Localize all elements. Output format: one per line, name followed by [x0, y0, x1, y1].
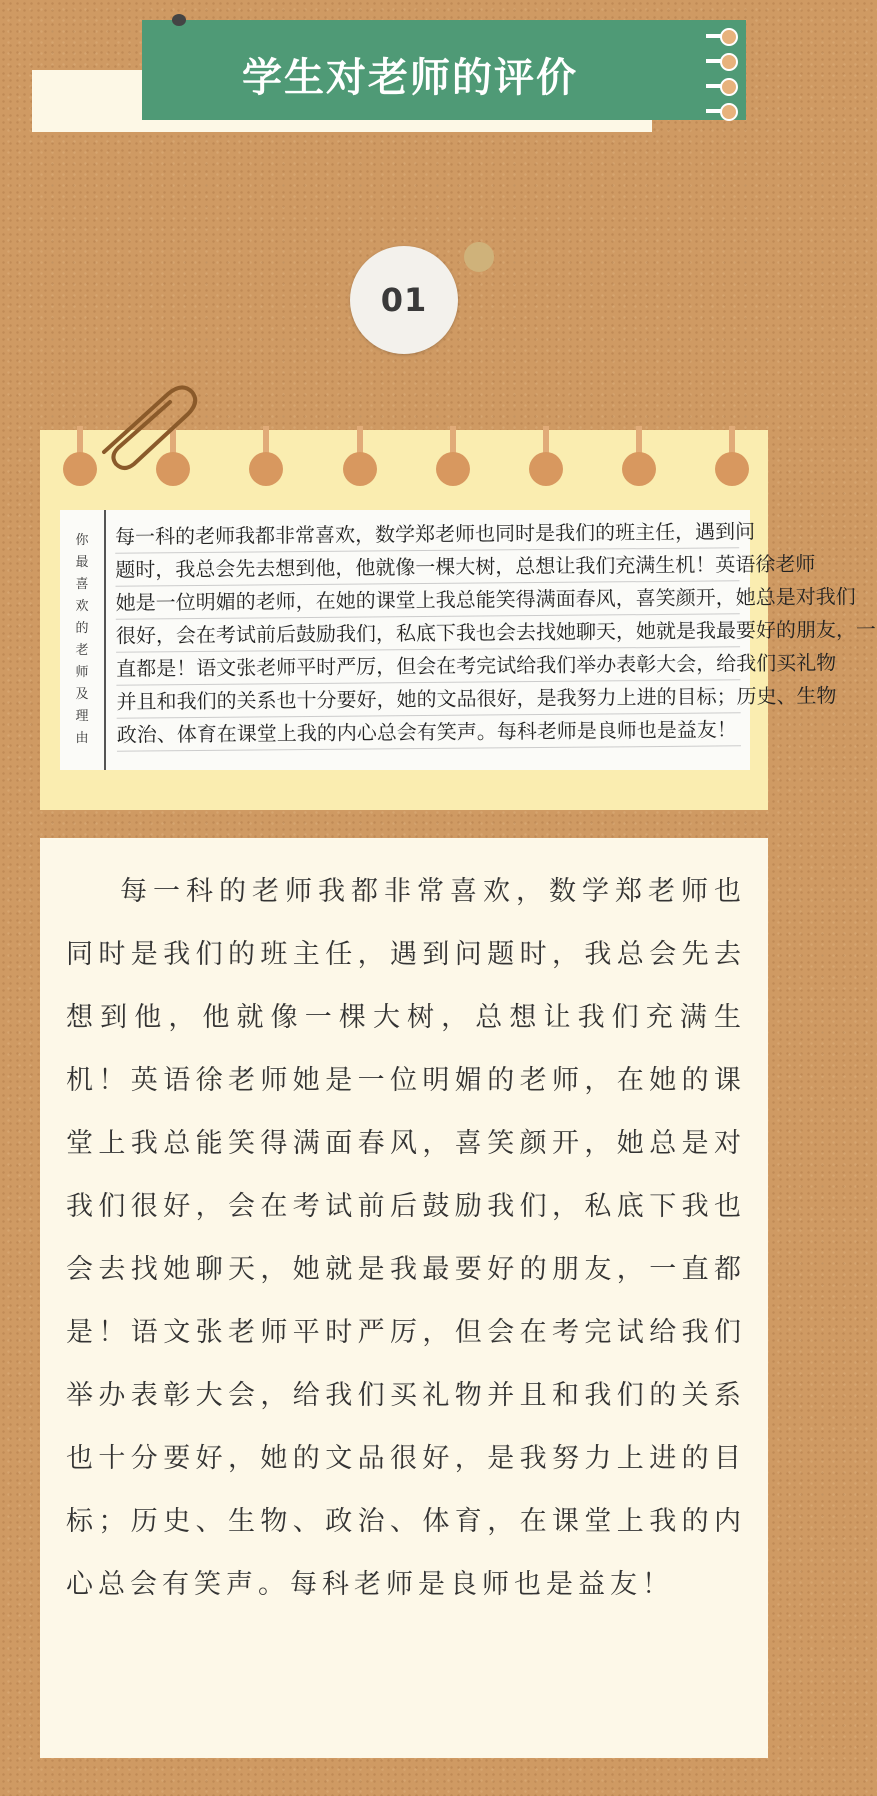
sidebar-char: 理 [75, 709, 89, 724]
hole-icon [343, 452, 377, 486]
hole-icon [622, 452, 656, 486]
handwritten-line: 她是一位明媚的老师，在她的课堂上我总能笑得满面春风，喜笑颜开，她总是对我们 [116, 581, 740, 619]
hole-icon [715, 452, 749, 486]
handwritten-text [114, 507, 877, 772]
hole-icon [249, 452, 283, 486]
ring-icon [720, 78, 738, 96]
sidebar-char: 你 [75, 533, 89, 548]
sidebar-char: 及 [75, 687, 89, 702]
sidebar-char: 欢 [75, 599, 89, 614]
section-number: 01 [380, 281, 428, 319]
pin-icon [172, 14, 186, 26]
sidebar-char: 由 [75, 731, 89, 746]
sidebar-char: 老 [75, 643, 89, 658]
hole-icon [436, 452, 470, 486]
section-number-badge [350, 246, 458, 354]
ring-icon [720, 28, 738, 46]
sidebar-char: 喜 [75, 577, 89, 592]
ring-icon [720, 103, 738, 121]
sidebar-label [75, 530, 88, 750]
handwriting-scan [60, 510, 877, 770]
sidebar-char: 最 [75, 555, 89, 570]
paperclip-icon [90, 380, 200, 470]
sidebar-char: 师 [75, 665, 89, 680]
handwritten-line: 题时，我总会先去想到他，他就像一棵大树，总想让我们充满生机！英语徐老师 [115, 548, 739, 586]
scan-sidebar [60, 510, 106, 770]
handwritten-line: 并且和我们的关系也十分要好，她的文品很好，是我努力上进的目标；历史、生物 [116, 680, 740, 718]
sidebar-char: 的 [75, 621, 89, 636]
decorative-dot [464, 242, 494, 272]
handwritten-line: 政治、体育在课堂上我的内心总会有笑声。每科老师是良师也是益友！ [117, 713, 741, 751]
hole-icon [529, 452, 563, 486]
handwritten-line: 很好，会在考试前后鼓励我们，私底下我也会去找她聊天，她就是我最要好的朋友，一 [116, 614, 740, 652]
handwritten-line: 直都是！语文张老师平时严厉，但会在考完试给我们举办表彰大会，给我们买礼物 [116, 647, 740, 685]
page-title: 学生对老师的评价 [242, 55, 578, 101]
transcription-text: 每一科的老师我都非常喜欢，数学郑老师也同时是我们的班主任，遇到问题时，我总会先去想到他，他就像一棵大树，总想让我们充满生机！英语徐老师她是一位明媚的老师，在她的课堂上我总能笑得满面春风，喜笑颜开，她总是对我们很好，会在考试前后鼓励我们，私底下我也会去找她聊天，她就是我最要好的朋友，一直都是！语文张老师平时严厉，但会在考完试给我们举办表彰大会，给我们买礼物并且和我们的关系也十分要好，她的文品很好，是我努力上进的目标；历史、生物、政治、体育，在课堂上我的内心总会有笑声。每科老师是良师也是益友！ [66, 876, 746, 1600]
handwritten-line: 每一科的老师我都非常喜欢，数学郑老师也同时是我们的班主任，遇到问 [115, 515, 739, 553]
ring-icon [720, 53, 738, 71]
